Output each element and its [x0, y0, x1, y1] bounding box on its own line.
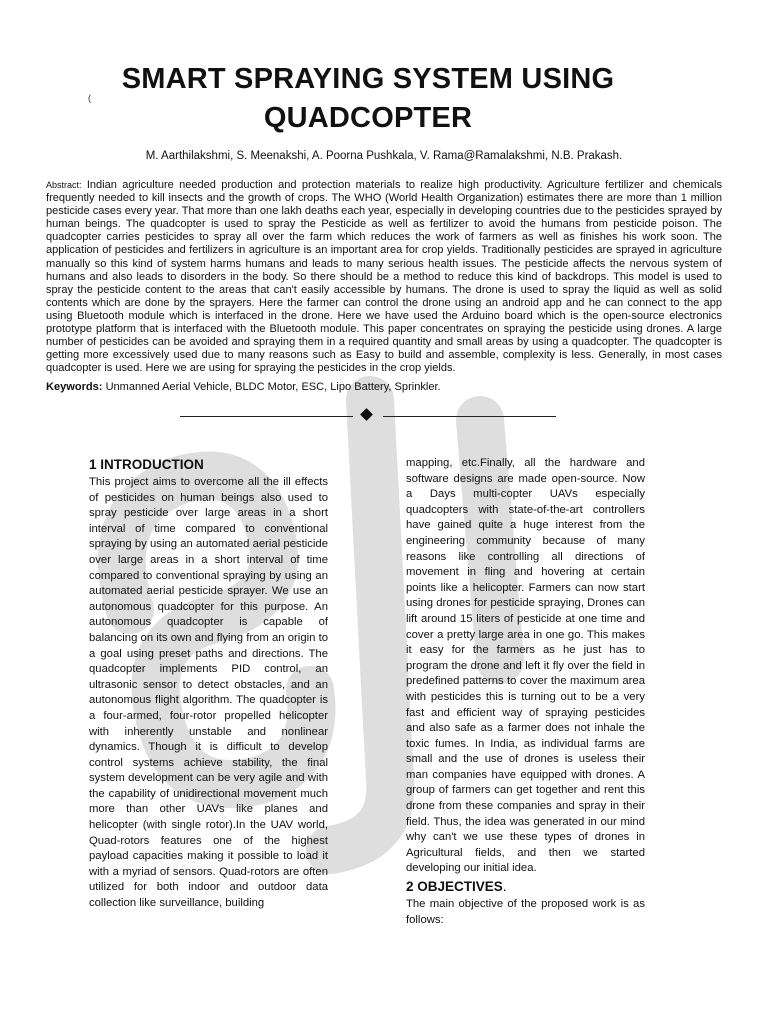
- separator-line-left: [180, 416, 353, 417]
- keywords-text: Unmanned Aerial Vehicle, BLDC Motor, ESC, Lipo Battery, Sprinkler.: [105, 381, 441, 393]
- objectives-heading-text: 2 OBJECTIVES: [406, 879, 503, 895]
- left-column: [89, 456, 328, 912]
- introduction-text-right: mapping, etc.Finally, all the hardware and software designs are made open-source. Now a Days multi-copter UAVs especially quadcopters with state-of-the-art controllers have gained quite a huge interest from the engineering community because of many reasons like controlling all directions of movement in fling and hovering at certain points like a helicopter. Farmers can now start using drones for pesticide spraying, Drones can lift around 15 liters of pesticide at one time and cover a pretty large area in one go. This makes it easy for the farmers as he just has to program the drone and left it fly over the field in predefined patterns to cover the maximum area with pesticides this is turning out to be a very fast and efficient way of spraying pesticides and also safe as a farmer does not inhale the toxic fumes. In India, as individual farms are small and the use of drones is useless their man companies have equipped with drones. A group of farmers can get together and rent this drone from these companies and spray in their field. Thus, the idea was generated in our mind why can't we use these types of drones in Agricultural fields, and then we started developing our initial idea.: [406, 457, 645, 875]
- objectives-heading: [406, 878, 645, 896]
- author-list: M. Aarthilakshmi, S. Meenakshi, A. Poorna Pushkala, V. Rama@Ramalakshmi, N.B. Prakash.: [145, 150, 623, 162]
- section-separator: [180, 407, 556, 425]
- abstract-label: Abstract:: [46, 180, 82, 190]
- separator-diamond: [360, 408, 373, 421]
- separator-line-right: [383, 416, 556, 417]
- introduction-heading: 1 INTRODUCTION: [89, 457, 204, 472]
- abstract: [46, 179, 722, 375]
- keywords: [46, 380, 722, 394]
- abstract-text: Indian agriculture needed production and protection materials to realize high productivity. Agriculture fertilizer and chemicals frequently needed to kill insects and the growth of crops. The WHO (World Health Organization) estimates there are more than 1 million pesticide cases every year. That more than one lakh deaths each year, especially in developing countries due to the pesticides sprayed by human beings. The quadcopter is used to spray the Pesticide as well as fertilizer to avoid the humans from pesticide poison. The quadcopter carries pesticides to spray all over the farm which reduces the work of farmers as well as finishes his work soon. The application of pesticides and fertilizers in agriculture is an important area for crop yields. Traditionally pesticides are sprayed in agriculture manually so this kind of system harms humans and leads to many serious health issues. The pesticide affects the nervous system of humans and also leads to disorders in the body. So there should be a method to reduce this kind of backdrops. This model is used to spray the pesticide content to the areas that can't easily accessible by humans. The drone is used to spray the liquid as well as solid contents which are done by the sprayers. Here the farmer can control the drone using an android app and he can connect to the app using Bluetooth module which is interfaced in the drone. Here we have used the Arduino board which is the open-source electronics prototype platform that is interfaced with the Bluetooth module. This paper concentrates on spraying the pesticide using drones. A large number of pesticides can be avoided and spraying them in a required quantity and small areas by using a quadcopter. The quadcopter is getting more excessively used due to many reasons such as Easy to build and assemble, complexity is less. Generally, in most cases quadcopter is used. Here we are using for spraying the pesticides in the crop yields.: [46, 179, 722, 375]
- stray-mark: (: [88, 93, 91, 103]
- watermark-stroke-2: [330, 400, 390, 850]
- introduction-text-left: This project aims to overcome all the ill effects of pesticides on human beings also used to spray pesticide over large areas in a short interval of time compared to conventional spraying by using an automated aerial pesticide over large areas in a short interval of time compared to conventional spraying by using an automated aerial pesticide sprayer. We use an autonomous quadcopter for this purpose. An autonomous quadcopter is capable of balancing on its own and flying from an origin to a goal using preset paths and directions. The quadcopter implements PID control, an ultrasonic sensor to detect obstacles, and an autonomous flight algorithm. The quadcopter is a four-armed, four-rotor propelled helicopter with inherently unstable and nonlinear dynamics. Though it is difficult to develop control systems achieve stability, the final system development can be very agile and with the capability of unidirectional movement much more than other UAVs like planes and helicopter (with single rotor).In the UAV world, Quad-rotors features one of the highest payload capacities making it possible to load it with a myriad of sensors. Quad-rotors are often utilized for both indoor and outdoor data collection like surveillance, building: [89, 476, 328, 910]
- objectives-text: The main objective of the proposed work is as follows:: [406, 898, 645, 926]
- right-column: [406, 456, 645, 928]
- paper-title: SMART SPRAYING SYSTEM USING QUADCOPTER: [121, 63, 615, 134]
- keywords-label: Keywords:: [46, 381, 103, 393]
- objectives-heading-suffix: .: [502, 879, 507, 895]
